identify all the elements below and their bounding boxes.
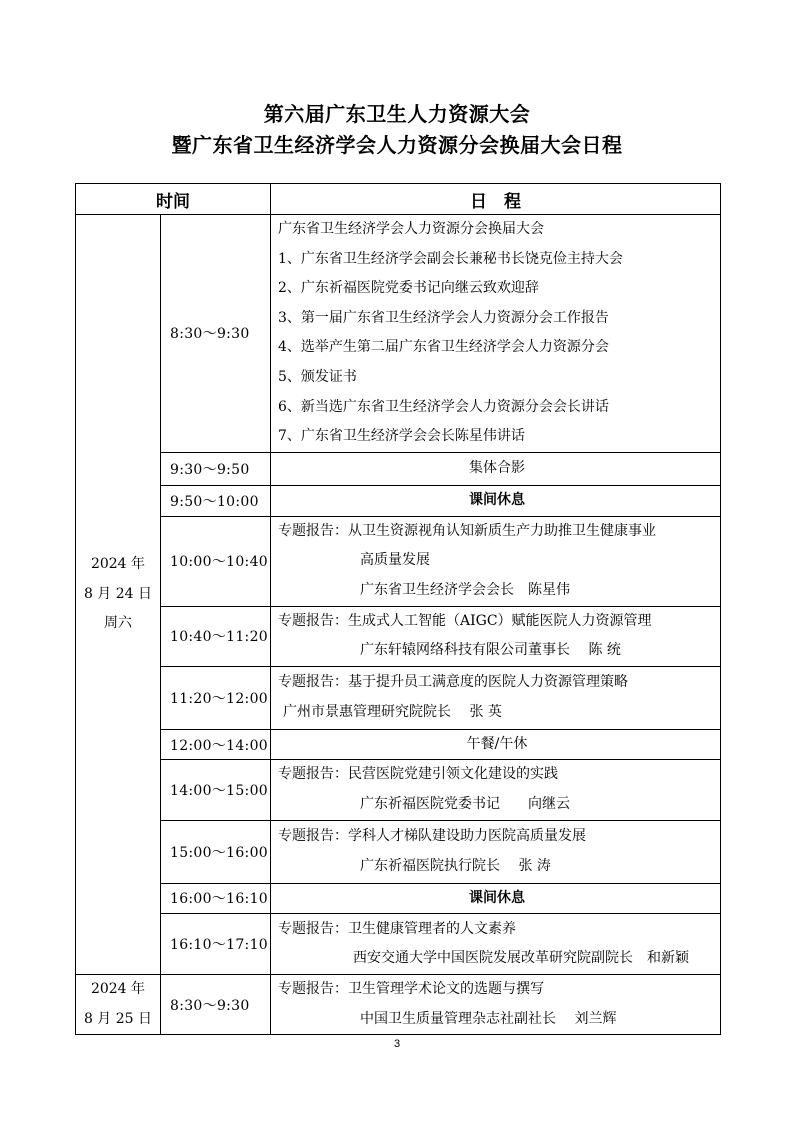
schedule-line: 专题报告：生成式人工智能（AIGC）赋能医院人力资源管理 xyxy=(278,612,652,629)
time-cell: 9:30～9:50 xyxy=(161,452,271,485)
schedule-line: 广东祈福医院执行院长 张 涛 xyxy=(360,857,551,874)
schedule-cell xyxy=(271,485,721,516)
schedule-line: 广东轩辕网络科技有限公司董事长 陈 统 xyxy=(360,642,621,659)
schedule-line: 广东祈福医院党委书记 向继云 xyxy=(360,795,570,812)
schedule-line: 课间休息 xyxy=(469,889,525,906)
time-cell: 11:20～12:00 xyxy=(161,666,271,729)
time-cell: 15:00～16:00 xyxy=(161,820,271,883)
table-row xyxy=(76,883,721,914)
schedule-line: 专题报告：卫生健康管理者的人文素养 xyxy=(278,920,516,937)
schedule-line: 1、广东省卫生经济学会副会长兼秘书长饶克俭主持大会 xyxy=(278,250,623,267)
time-cell: 9:50～10:00 xyxy=(161,485,271,516)
schedule-line: 西安交通大学中国医院发展改革研究院副院长 和新颖 xyxy=(353,950,689,967)
schedule-cell xyxy=(271,516,721,606)
page-title: 第六届广东卫生人力资源大会 xyxy=(263,102,531,126)
table-header-row xyxy=(76,184,721,215)
table-row xyxy=(76,485,721,516)
schedule-cell xyxy=(271,666,721,729)
table-row xyxy=(76,606,721,666)
schedule-line: 高质量发展 xyxy=(360,552,430,569)
page-subtitle: 暨广东省卫生经济学会人力资源分会换届大会日程 xyxy=(171,133,623,157)
time-cell: 14:00～15:00 xyxy=(161,760,271,820)
table-row xyxy=(76,215,721,453)
time-cell: 8:30～9:30 xyxy=(161,975,271,1035)
schedule-line: 集体合影 xyxy=(469,459,525,476)
schedule-table xyxy=(75,183,721,1035)
schedule-line: 专题报告：学科人才梯队建设助力医院高质量发展 xyxy=(278,827,586,844)
table-row xyxy=(76,452,721,485)
schedule-line: 3、第一届广东省卫生经济学会人力资源分会工作报告 xyxy=(278,309,609,326)
day2-month-day: 8 月 25 日 xyxy=(83,1010,153,1027)
schedule-cell xyxy=(271,883,721,914)
schedule-cell xyxy=(271,914,721,975)
time-cell: 16:10～17:10 xyxy=(161,914,271,975)
schedule-line: 6、新当选广东省卫生经济学会人力资源分会会长讲话 xyxy=(278,398,609,415)
schedule-line: 专题报告：基于提升员工满意度的医院人力资源管理策略 xyxy=(278,674,628,691)
time-cell: 10:00～10:40 xyxy=(161,516,271,606)
schedule-line: 广东省卫生经济学会人力资源分会换届大会 xyxy=(278,221,544,237)
time-cell: 8:30～9:30 xyxy=(161,215,271,453)
schedule-cell xyxy=(271,215,721,453)
table-row xyxy=(76,820,721,883)
page-number: 3 xyxy=(393,1038,401,1050)
schedule-line: 专题报告：民营医院党建引领文化建设的实践 xyxy=(278,766,558,783)
schedule-cell xyxy=(271,729,721,760)
schedule-line: 专题报告：从卫生资源视角认知新质生产力助推卫生健康事业 xyxy=(278,522,656,539)
schedule-cell xyxy=(271,760,721,820)
day1-month-day: 8 月 24 日 xyxy=(83,585,153,602)
table-row xyxy=(76,516,721,606)
time-cell: 16:00～16:10 xyxy=(161,883,271,914)
day2-date-cell xyxy=(76,975,161,1035)
schedule-line: 5、颁发证书 xyxy=(278,368,357,385)
table-row xyxy=(76,975,721,1035)
schedule-cell xyxy=(271,606,721,666)
table-row xyxy=(76,729,721,760)
schedule-line: 课间休息 xyxy=(469,491,525,508)
table-row xyxy=(76,760,721,820)
time-cell: 10:40～11:20 xyxy=(161,606,271,666)
header-schedule: 日 程 xyxy=(271,184,721,215)
schedule-line: 2、广东祈福医院党委书记向继云致欢迎辞 xyxy=(278,280,539,297)
schedule-cell xyxy=(271,975,721,1035)
table-row xyxy=(76,666,721,729)
schedule-line: 中国卫生质量管理杂志社副社长 刘兰辉 xyxy=(360,1010,617,1027)
header-time: 时间 xyxy=(76,184,271,215)
schedule-cell xyxy=(271,820,721,883)
schedule-line: 专题报告：卫生管理学术论文的选题与撰写 xyxy=(278,981,544,998)
schedule-line: 午餐/午休 xyxy=(466,735,528,752)
schedule-line: 广州市景惠管理研究院院长 张 英 xyxy=(283,703,502,720)
time-cell: 12:00～14:00 xyxy=(161,729,271,760)
schedule-line: 广东省卫生经济学会会长 陈星伟 xyxy=(360,581,570,598)
schedule-line: 7、广东省卫生经济学会会长陈星伟讲话 xyxy=(278,428,525,445)
day2-year: 2024 年 xyxy=(90,981,146,998)
schedule-line: 4、选举产生第二届广东省卫生经济学会人力资源分会 xyxy=(278,339,609,356)
table-row xyxy=(76,914,721,975)
schedule-cell xyxy=(271,452,721,485)
day1-weekday: 周六 xyxy=(104,615,132,632)
day1-date-cell xyxy=(76,215,161,975)
day1-year: 2024 年 xyxy=(90,556,146,573)
